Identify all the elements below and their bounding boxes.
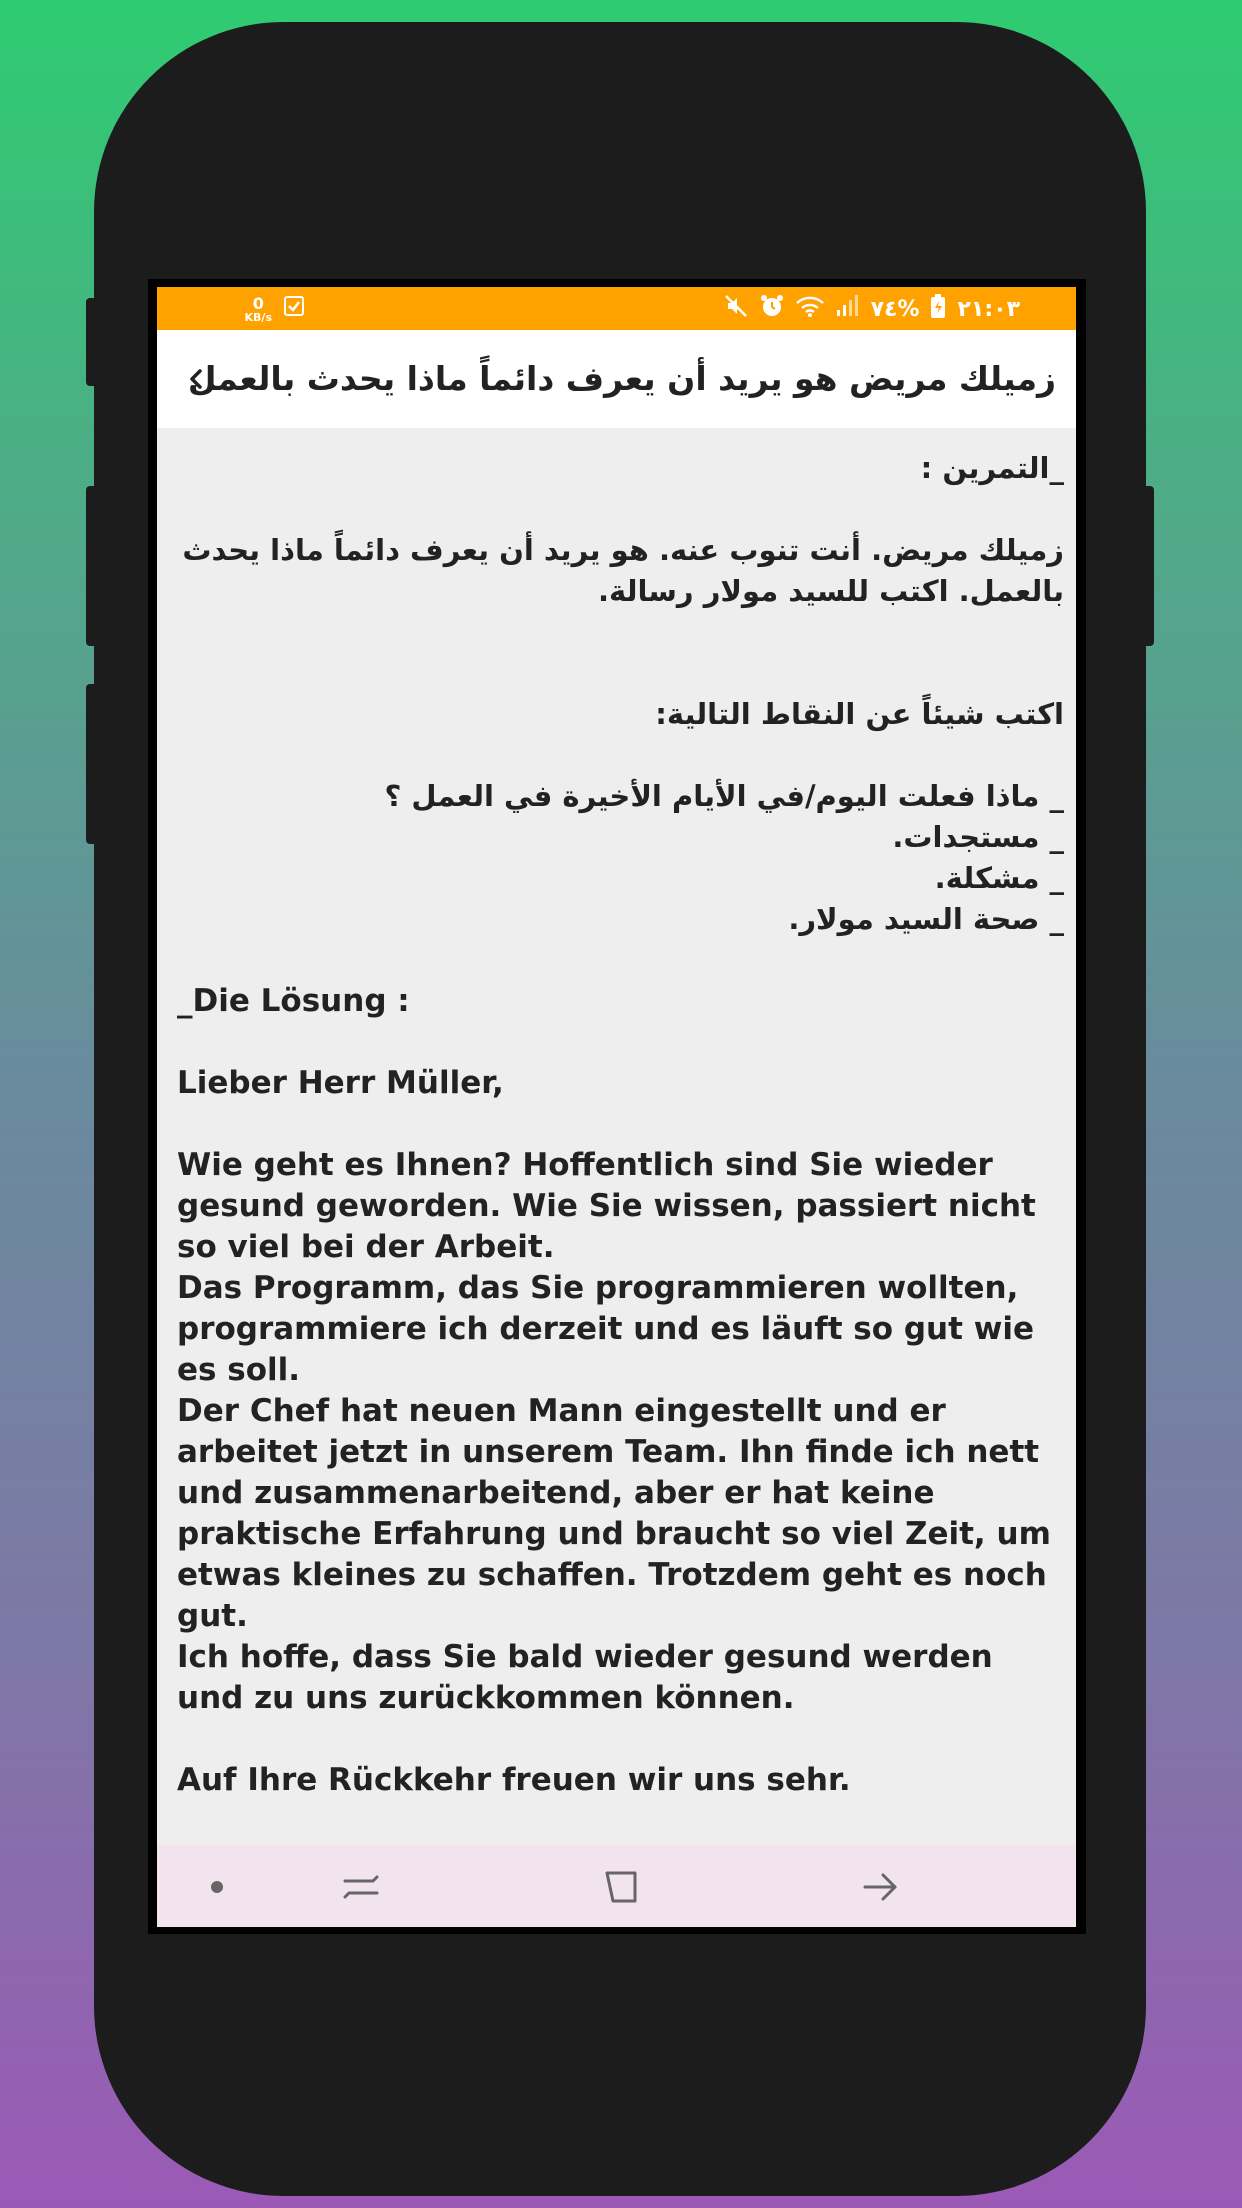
net-speed-unit: KB/s [244, 310, 272, 324]
letter-paragraph: Das Programm, das Sie programmieren wollten, programmiere ich derzeit und es läuft so gut wie es soll. [177, 1270, 1035, 1388]
exercise-prompt: زميلك مريض. أنت تنوب عنه. هو يريد أن يعرف دائماً ماذا يحدث بالعمل. اكتب للسيد مولار رسالة. [182, 533, 1064, 608]
page-title: زميلك مريض هو يريد أن يعرف دائماً ماذا يحدث بالعمل [187, 359, 1056, 398]
exercise-point: _ ماذا فعلت اليوم/في الأيام الأخيرة في العمل ؟ [384, 779, 1064, 813]
phone-side-button [1142, 486, 1154, 646]
solution-heading: _Die Lösung : [177, 983, 410, 1019]
app-screen [157, 287, 1076, 1927]
status-right-group [245, 293, 306, 325]
mute-icon [723, 293, 749, 325]
net-speed-indicator [244, 293, 272, 324]
letter-paragraph: Der Chef hat neuen Mann eingestellt und er arbeitet jetzt in unserem Team. Ihn finde ich nett und zusammenarbeitend, aber er hat keine praktische Erfahrung und braucht so viel Zeit, um etwas kleines zu schaffen. Trotzdem geht es noch gut. [177, 1393, 1051, 1634]
battery-percent: ٧٤% [870, 296, 920, 322]
exercise-point: _ مشكلة. [934, 861, 1064, 895]
back-arrow-icon[interactable] [859, 1865, 903, 1909]
letter-paragraph: Ich hoffe, dass Sie bald wieder gesund werden und zu uns zurückkommen können. [177, 1639, 993, 1716]
checkbox-notification-icon [282, 294, 306, 324]
exercise-points-intro: اكتب شيئاً عن النقاط التالية: [655, 697, 1064, 731]
wifi-icon [795, 294, 825, 324]
lesson-content[interactable] [177, 428, 1064, 1845]
phone-side-button [86, 298, 98, 386]
system-nav-bar [157, 1845, 1076, 1927]
status-time: ٢١:٠٣ [957, 296, 1020, 322]
signal-icon [835, 294, 861, 324]
exercise-point: _ صحة السيد مولار. [788, 902, 1064, 936]
dot-icon[interactable] [195, 1865, 239, 1909]
phone-side-button [86, 486, 98, 646]
letter-paragraph: Wie geht es Ihnen? Hoffentlich sind Sie wieder gesund geworden. Wie Sie wissen, passiert nicht so viel bei der Arbeit. [177, 1147, 1036, 1265]
status-left-group [723, 293, 1020, 325]
net-speed-value: 0 [252, 293, 264, 313]
alarm-icon [759, 293, 785, 325]
phone-side-button [86, 684, 98, 844]
letter-closing: Auf Ihre Rückkehr freuen wir uns sehr. [177, 1762, 851, 1798]
home-icon[interactable] [599, 1865, 643, 1909]
exercise-heading: _التمرين : [920, 451, 1064, 485]
app-bar [157, 330, 1076, 428]
status-bar [157, 287, 1076, 330]
battery-icon [929, 293, 947, 325]
letter-salutation: Lieber Herr Müller, [177, 1065, 504, 1101]
exercise-point: _ مستجدات. [892, 820, 1064, 854]
recent-apps-icon[interactable] [339, 1865, 383, 1909]
